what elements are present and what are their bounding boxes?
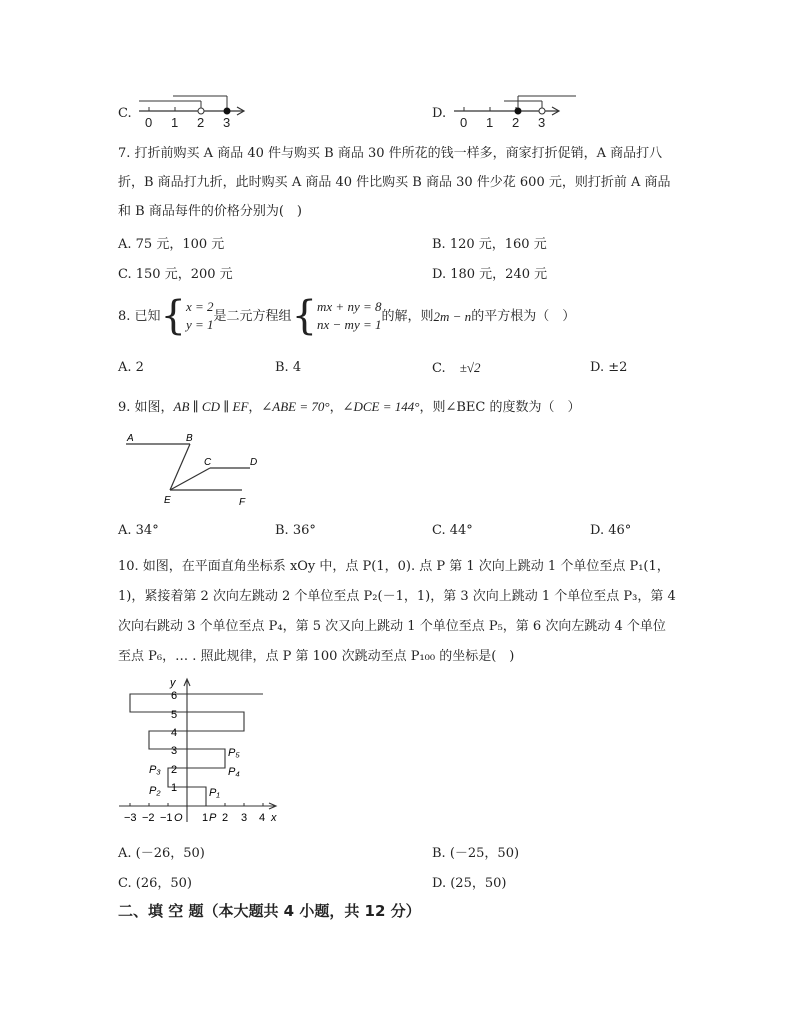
q8-option-c[interactable] — [432, 360, 481, 376]
q10-x-tick-4: 4 — [259, 812, 266, 824]
q9-label-e: E — [164, 495, 171, 506]
q10-x-tick-neg3: −3 — [124, 812, 137, 824]
q8-option-d[interactable]: D. ±2 — [590, 360, 628, 375]
q9-parallel: AB ∥ CD ∥ EF — [173, 399, 249, 414]
q7-stem-line-1: 7. 打折前购买 A 商品 40 件与购买 B 商品 30 件所花的钱一样多，商家打折促销，A 商品打八 — [118, 146, 663, 161]
q6-option-c-number-line — [135, 90, 255, 130]
q10-option-a[interactable]: A. (－26，50) — [118, 846, 205, 861]
q8-after-system: 的解，则 — [381, 308, 434, 324]
q9-line-be — [170, 444, 190, 490]
q10-x-axis-label: x — [271, 812, 277, 824]
q8-suffix: 的平方根为（ ） — [471, 308, 576, 324]
q9-stem — [118, 398, 581, 416]
q8-system-1-line-1: x = 2 — [186, 299, 214, 314]
q7-option-a[interactable]: A. 75 元，100 元 — [118, 237, 225, 252]
q8-brace-2: { — [291, 293, 318, 339]
q9-figure — [122, 428, 272, 513]
q6-d-tick-3: 3 — [538, 115, 546, 130]
q8-option-a[interactable]: A. 2 — [118, 360, 144, 375]
q8-system-2-line-1: mx + ny = 8 — [317, 299, 382, 314]
q6-d-tick-2: 2 — [512, 115, 520, 130]
q9-label-f: F — [239, 497, 246, 508]
q9-prefix: 9. 如图， — [118, 400, 174, 415]
q10-stem-line-3: 次向右跳动 3 个单位至点 P₄，第 5 次又向上跳动 1 个单位至点 P₅，第 6 次向左跳动 4 个单位 — [118, 619, 666, 634]
q7-option-b[interactable]: B. 120 元，160 元 — [432, 237, 547, 252]
q8-system-2 — [317, 298, 381, 334]
q8-option-c-label: C. — [432, 361, 446, 376]
q9-angle-1: ∠ABE = 70° — [261, 399, 330, 414]
q10-x-tick-neg1: −1 — [160, 812, 173, 824]
q10-y-tick-6: 6 — [171, 690, 178, 702]
q9-option-c[interactable]: C. 44° — [432, 523, 473, 538]
q10-option-d[interactable]: D. (25，50) — [432, 876, 507, 891]
q10-point-p2: P₂ — [149, 785, 161, 797]
q10-option-c[interactable]: C. (26，50) — [118, 876, 192, 891]
q8-brace-1: { — [160, 293, 186, 339]
q6-d-tick-1: 1 — [486, 115, 494, 130]
q9-label-b: B — [186, 433, 193, 444]
q9-label-c: C — [204, 457, 212, 468]
q9-option-d[interactable]: D. 46° — [590, 523, 632, 538]
q10-x-tick-2: 2 — [222, 812, 229, 824]
q6-c-tick-3: 3 — [223, 115, 231, 130]
q9-angle-2: ∠DCE = 144° — [342, 399, 420, 414]
q10-point-p: P — [209, 812, 217, 824]
q10-coordinate-figure — [115, 672, 285, 830]
q10-origin-label: O — [174, 812, 183, 824]
q10-point-p4: P₄ — [228, 766, 240, 778]
q10-y-tick-1: 1 — [171, 782, 178, 794]
q10-x-tick-neg2: −2 — [142, 812, 155, 824]
q9-option-b[interactable]: B. 36° — [275, 523, 316, 538]
q6-c-tick-1: 1 — [171, 115, 179, 130]
q9-label-d: D — [250, 457, 258, 468]
q10-point-p3: P₃ — [149, 764, 161, 776]
q9-option-a[interactable]: A. 34° — [118, 523, 159, 538]
q9-suffix: ，则∠BEC 的度数为（ ） — [419, 400, 581, 415]
q10-stem-line-4: 至点 P₆，… . 照此规律，点 P 第 100 次跳动至点 P₁₀₀ 的坐标是( ) — [118, 649, 515, 664]
q8-option-c-value: ±√2 — [459, 360, 481, 375]
q10-stem-line-1: 10. 如图，在平面直角坐标系 xOy 中，点 P(1，0). 点 P 第 1 次向上跳动 1 个单位至点 P₁(1， — [118, 559, 670, 574]
q9-sep-2: ， — [329, 400, 343, 415]
q6-c-tick-0: 0 — [145, 115, 153, 130]
q8-system-2-line-2: nx − my = 1 — [317, 317, 382, 332]
q7-option-c[interactable]: C. 150 元，200 元 — [118, 267, 233, 282]
q8-prefix: 8. 已知 — [118, 308, 161, 324]
q10-y-tick-5: 5 — [171, 709, 178, 721]
q10-y-axis-label: y — [170, 677, 176, 689]
q10-x-tick-3: 3 — [241, 812, 248, 824]
q8-option-b[interactable]: B. 4 — [275, 360, 302, 375]
q10-point-p1: P₁ — [209, 787, 220, 799]
q7-option-d[interactable]: D. 180 元，240 元 — [432, 267, 548, 282]
q8-middle-text: 是二元方程组 — [213, 308, 292, 324]
q9-line-ec — [170, 468, 210, 490]
q6-option-d-number-line — [450, 90, 600, 130]
q8-system-1-line-2: y = 1 — [186, 317, 214, 332]
q9-sep-1: ， — [248, 400, 262, 415]
q6-option-d-label: D. — [432, 106, 447, 121]
q6-c-tick-2: 2 — [197, 115, 205, 130]
q10-y-tick-2: 2 — [171, 764, 178, 776]
q10-y-tick-3: 3 — [171, 745, 178, 757]
q8-expression: 2m − n — [433, 308, 472, 324]
q8-system-1 — [186, 298, 214, 334]
q10-option-b[interactable]: B. (－25，50) — [432, 846, 520, 861]
section-2-heading: 二、填 空 题（本大题共 4 小题，共 12 分） — [118, 902, 421, 920]
q7-stem-line-2: 折，B 商品打九折，此时购买 A 商品 40 件比购买 B 商品 30 件少花 600 元，则打折前 A 商品 — [118, 175, 671, 190]
q6-option-c-label: C. — [118, 106, 132, 121]
q9-label-a: A — [127, 433, 134, 444]
q7-stem-line-3: 和 B 商品每件的价格分别为( ) — [118, 204, 302, 219]
q10-point-p5: P₅ — [228, 747, 240, 759]
q10-x-tick-1: 1 — [202, 812, 209, 824]
q10-stem-line-2: 1)，紧接着第 2 次向左跳动 2 个单位至点 P₂(－1，1)，第 3 次向上跳动 1 个单位至点 P₃，第 4 — [118, 589, 676, 604]
q8-stem — [118, 295, 575, 337]
q6-d-tick-0: 0 — [460, 115, 468, 130]
q10-y-tick-4: 4 — [171, 727, 178, 739]
